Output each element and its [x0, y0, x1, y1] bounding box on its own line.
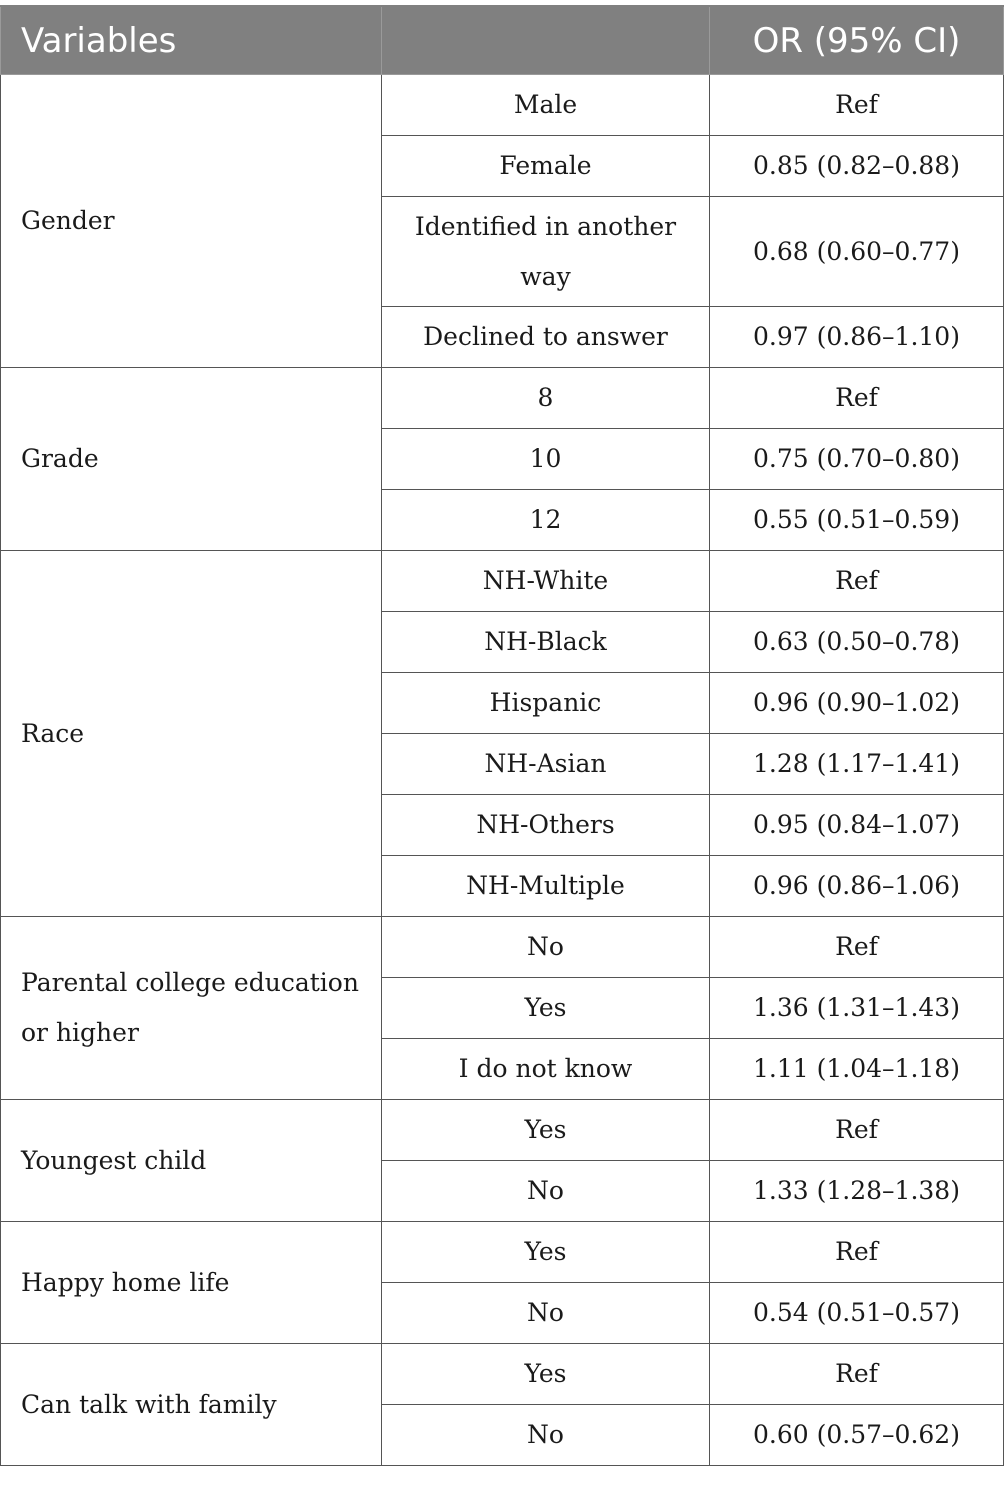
level-cell: Declined to answer — [382, 307, 710, 368]
level-cell: 12 — [382, 490, 710, 551]
or-cell: 0.97 (0.86–1.10) — [710, 307, 1004, 368]
or-cell: 0.96 (0.86–1.06) — [710, 856, 1004, 917]
or-cell: 0.75 (0.70–0.80) — [710, 429, 1004, 490]
variable-gender: Gender — [1, 75, 382, 368]
level-cell: Yes — [382, 1100, 710, 1161]
table-row — [1, 368, 1004, 429]
level-cell: Yes — [382, 1344, 710, 1405]
level-cell: Female — [382, 136, 710, 197]
table-header-row — [1, 6, 1004, 75]
level-cell: NH-White — [382, 551, 710, 612]
level-cell: No — [382, 1405, 710, 1466]
variable-talk-with-family: Can talk with family — [1, 1344, 382, 1466]
level-cell: NH-Multiple — [382, 856, 710, 917]
table-row — [1, 75, 1004, 136]
level-cell: Hispanic — [382, 673, 710, 734]
level-cell: 10 — [382, 429, 710, 490]
level-cell: Identified in another way — [382, 197, 710, 307]
or-cell: 0.68 (0.60–0.77) — [710, 197, 1004, 307]
or-cell: Ref — [710, 368, 1004, 429]
header-variables: Variables — [1, 6, 382, 75]
table-row — [1, 917, 1004, 978]
odds-ratio-table — [0, 5, 1004, 1466]
variable-happy-home-life: Happy home life — [1, 1222, 382, 1344]
or-cell: 0.63 (0.50–0.78) — [710, 612, 1004, 673]
or-cell: Ref — [710, 75, 1004, 136]
table-row — [1, 1344, 1004, 1405]
level-cell: Yes — [382, 978, 710, 1039]
level-cell: Yes — [382, 1222, 710, 1283]
or-cell: 0.60 (0.57–0.62) — [710, 1405, 1004, 1466]
variable-race: Race — [1, 551, 382, 917]
variable-youngest-child: Youngest child — [1, 1100, 382, 1222]
level-cell: No — [382, 917, 710, 978]
variable-parental-education: Parental college education or higher — [1, 917, 382, 1100]
or-cell: Ref — [710, 917, 1004, 978]
level-cell: Male — [382, 75, 710, 136]
level-cell: No — [382, 1161, 710, 1222]
level-cell: NH-Others — [382, 795, 710, 856]
or-cell: 1.36 (1.31–1.43) — [710, 978, 1004, 1039]
or-cell: 1.33 (1.28–1.38) — [710, 1161, 1004, 1222]
level-cell: 8 — [382, 368, 710, 429]
or-cell: 0.54 (0.51–0.57) — [710, 1283, 1004, 1344]
level-cell: NH-Black — [382, 612, 710, 673]
or-cell: Ref — [710, 1100, 1004, 1161]
table-row — [1, 551, 1004, 612]
or-cell: 0.55 (0.51–0.59) — [710, 490, 1004, 551]
or-cell: 1.11 (1.04–1.18) — [710, 1039, 1004, 1100]
or-cell: Ref — [710, 1344, 1004, 1405]
header-or-ci: OR (95% CI) — [710, 6, 1004, 75]
level-cell: I do not know — [382, 1039, 710, 1100]
header-level — [382, 6, 710, 75]
table-row — [1, 1222, 1004, 1283]
odds-ratio-table-container — [0, 5, 1003, 1466]
level-cell: NH-Asian — [382, 734, 710, 795]
or-cell: Ref — [710, 1222, 1004, 1283]
or-cell: 1.28 (1.17–1.41) — [710, 734, 1004, 795]
variable-grade: Grade — [1, 368, 382, 551]
table-row — [1, 1100, 1004, 1161]
level-cell: No — [382, 1283, 710, 1344]
or-cell: 0.95 (0.84–1.07) — [710, 795, 1004, 856]
or-cell: Ref — [710, 551, 1004, 612]
or-cell: 0.96 (0.90–1.02) — [710, 673, 1004, 734]
or-cell: 0.85 (0.82–0.88) — [710, 136, 1004, 197]
